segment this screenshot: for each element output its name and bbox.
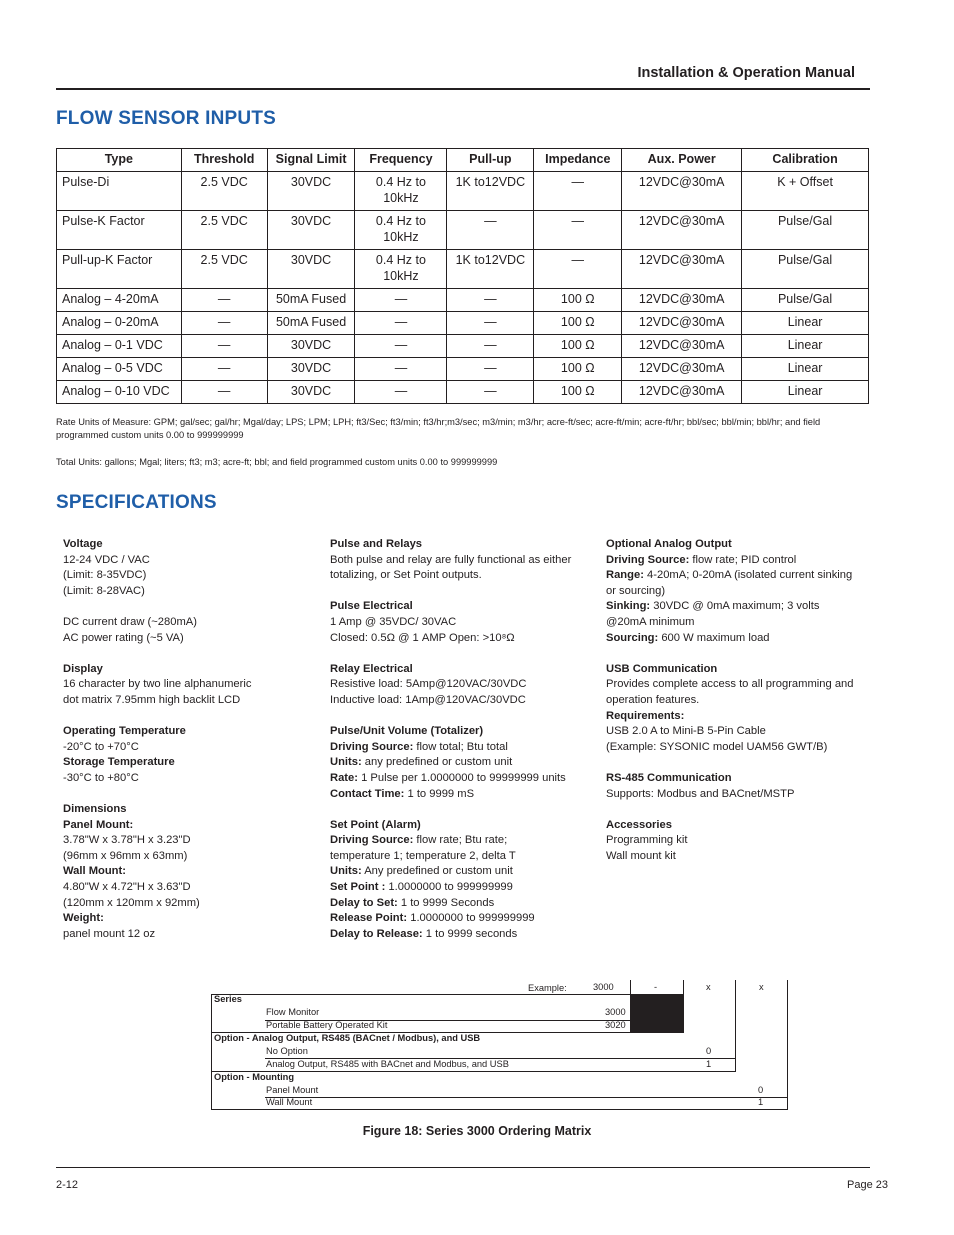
spec-kv: Units: any predefined or custom unit xyxy=(330,756,513,769)
table-cell: 1K to12VDC xyxy=(447,172,534,211)
spec-text: panel mount 12 oz xyxy=(63,927,156,940)
table-cell: — xyxy=(181,312,267,335)
column-header: Pull-up xyxy=(447,149,534,172)
table-cell: 100 Ω xyxy=(534,289,622,312)
spec-heading: Dimensions xyxy=(63,803,127,816)
spec-text: Closed: 0.5Ω @ 1 AMP Open: >10⁸Ω xyxy=(330,631,515,644)
spec-heading: Relay Electrical xyxy=(330,662,413,675)
table-cell: — xyxy=(534,250,622,289)
matrix-option-label: No Option xyxy=(266,1046,308,1056)
table-cell: 30VDC xyxy=(267,381,355,404)
page-number: Page 23 xyxy=(847,1179,888,1191)
spec-text: 3.78"W x 3.78"H x 3.23"D xyxy=(63,834,191,847)
spec-text: Both pulse and relay are fully functional as either xyxy=(330,553,572,566)
spec-kv: Units: Any predefined or custom unit xyxy=(330,865,513,878)
table-cell: Analog – 0-5 VDC xyxy=(57,358,182,381)
table-cell: — xyxy=(447,335,534,358)
table-cell: — xyxy=(447,211,534,250)
table-cell: Linear xyxy=(742,381,869,404)
manual-title: Installation & Operation Manual xyxy=(637,65,855,81)
column-header: Threshold xyxy=(181,149,267,172)
table-cell: 100 Ω xyxy=(534,335,622,358)
spec-heading: Pulse Electrical xyxy=(330,600,413,613)
figure-caption: Figure 18: Series 3000 Ordering Matrix xyxy=(362,1124,592,1138)
spec-kv: Delay to Set: 1 to 9999 Seconds xyxy=(330,896,495,909)
specs-section-title: SPECIFICATIONS xyxy=(56,492,217,513)
spec-text: 16 character by two line alphanumeric xyxy=(63,678,252,691)
spec-kv: Sourcing: 600 W maximum load xyxy=(606,631,770,644)
spec-heading: Requirements: xyxy=(606,709,685,722)
table-cell: 12VDC@30mA xyxy=(622,335,742,358)
table-cell: 100 Ω xyxy=(534,381,622,404)
table-cell: — xyxy=(534,172,622,211)
spec-heading: Set Point (Alarm) xyxy=(330,818,421,831)
matrix-option-code: 3000 xyxy=(605,1007,626,1017)
spec-heading: RS-485 Communication xyxy=(606,771,732,784)
spec-text: -20°C to +70°C xyxy=(63,740,139,753)
footer-rule xyxy=(56,1167,870,1168)
column-header: Type xyxy=(57,149,182,172)
spec-heading: Display xyxy=(63,662,103,675)
matrix-option-code: 0 xyxy=(706,1046,712,1056)
spec-text: (96mm x 96mm x 63mm) xyxy=(63,849,188,862)
table-cell: 0.4 Hz to 10kHz xyxy=(355,211,447,250)
spec-kv: Set Point : 1.0000000 to 999999999 xyxy=(330,881,513,894)
table-cell: 30VDC xyxy=(267,172,355,211)
table-cell: 2.5 VDC xyxy=(181,250,267,289)
matrix-option-code: 1 xyxy=(758,1097,764,1107)
table-row xyxy=(57,312,869,335)
matrix-rule xyxy=(211,994,212,1110)
table-cell: Pulse/Gal xyxy=(742,211,869,250)
table-cell: — xyxy=(447,358,534,381)
table-cell: Linear xyxy=(742,335,869,358)
matrix-option-code: 1 xyxy=(706,1059,712,1069)
matrix-example-label: Example: xyxy=(528,983,567,993)
spec-text: Supports: Modbus and BACnet/MSTP xyxy=(606,787,795,800)
matrix-rule xyxy=(683,980,684,1032)
table-row xyxy=(57,211,869,250)
spec-heading: USB Communication xyxy=(606,662,718,675)
spec-kv: Release Point: 1.0000000 to 999999999 xyxy=(330,912,535,925)
table-cell: — xyxy=(181,289,267,312)
column-header: Calibration xyxy=(742,149,869,172)
table-cell: 12VDC@30mA xyxy=(622,211,742,250)
spec-kv: Contact Time: 1 to 9999 mS xyxy=(330,787,475,800)
specs-column-2 xyxy=(330,537,595,958)
matrix-option-code: 0 xyxy=(758,1085,764,1095)
table-cell: 2.5 VDC xyxy=(181,211,267,250)
table-cell: 100 Ω xyxy=(534,312,622,335)
spec-heading: Weight: xyxy=(63,912,104,925)
table-cell: 12VDC@30mA xyxy=(622,289,742,312)
spec-heading: Optional Analog Output xyxy=(606,538,732,550)
table-cell: 12VDC@30mA xyxy=(622,358,742,381)
spec-text: Resistive load: 5Amp@120VAC/30VDC xyxy=(330,678,527,691)
table-cell: Analog – 4-20mA xyxy=(57,289,182,312)
matrix-rule xyxy=(630,980,631,994)
table-row xyxy=(57,172,869,211)
matrix-option-label: Flow Monitor xyxy=(266,1007,320,1017)
spec-text: @20mA minimum xyxy=(606,615,695,628)
matrix-rule xyxy=(265,1097,788,1098)
table-cell: 30VDC xyxy=(267,250,355,289)
spec-text: Wall mount kit xyxy=(606,849,676,862)
specs-column-3 xyxy=(606,537,868,880)
spec-heading: Accessories xyxy=(606,818,672,831)
table-cell: — xyxy=(181,381,267,404)
matrix-filler-block xyxy=(630,994,683,1032)
table-cell: Pulse-K Factor xyxy=(57,211,182,250)
table-cell: — xyxy=(534,211,622,250)
ordering-matrix xyxy=(211,980,788,1110)
spec-heading: Panel Mount: xyxy=(63,818,134,831)
table-cell: — xyxy=(447,312,534,335)
table-cell: 1K to12VDC xyxy=(447,250,534,289)
table-row xyxy=(57,335,869,358)
flow-sensor-table xyxy=(56,148,869,404)
matrix-option-label: Analog Output, RS485 with BACnet and Modbus, and USB xyxy=(266,1059,509,1069)
column-header: Impedance xyxy=(534,149,622,172)
table-cell: Analog – 0-10 VDC xyxy=(57,381,182,404)
spec-text: dot matrix 7.95mm high backlit LCD xyxy=(63,693,241,706)
table-row xyxy=(57,358,869,381)
table-cell: — xyxy=(355,289,447,312)
matrix-example-x1: x xyxy=(706,982,711,992)
table-cell: 100 Ω xyxy=(534,358,622,381)
matrix-section-mounting: Option - Mounting xyxy=(214,1072,295,1082)
table-cell: 30VDC xyxy=(267,335,355,358)
matrix-section-analog: Option - Analog Output, RS485 (BACnet / Modbus), and USB xyxy=(214,1033,481,1043)
spec-kv: Driving Source: flow rate; PID control xyxy=(606,553,797,566)
spec-text: DC current draw (~280mA) xyxy=(63,615,197,628)
spec-text: -30°C to +80°C xyxy=(63,771,139,784)
table-cell: Pulse-Di xyxy=(57,172,182,211)
table-cell: — xyxy=(355,358,447,381)
table-cell: Pulse/Gal xyxy=(742,250,869,289)
spec-kv: Driving Source: flow rate; Btu rate; xyxy=(330,834,508,847)
table-cell: — xyxy=(355,312,447,335)
table-row xyxy=(57,381,869,404)
spec-text: temperature 1; temperature 2, delta T xyxy=(330,849,516,862)
table-cell: Analog – 0-20mA xyxy=(57,312,182,335)
spec-text: (120mm x 120mm x 92mm) xyxy=(63,896,200,909)
spec-heading: Wall Mount: xyxy=(63,865,126,878)
spec-kv: Sinking: 30VDC @ 0mA maximum; 3 volts xyxy=(606,600,820,613)
table-cell: Pull-up-K Factor xyxy=(57,250,182,289)
spec-text: totalizing, or Set Point outputs. xyxy=(330,569,482,582)
column-header: Frequency xyxy=(355,149,447,172)
rate-units-note: Rate Units of Measure: GPM; gal/sec; gal/hr; Mgal/day; LPS; LPM; LPH; ft3/Sec; ft3/min; ft3/hr;m3/sec; m3/min; m3/hr; acre-ft/sec; acre-ft/min; acre-ft/hr; bbl/sec; bbl/min; bbl/hr; and field programmed custom units 0.00 to 999999999 xyxy=(56,417,821,440)
table-cell: 2.5 VDC xyxy=(181,172,267,211)
table-cell: Linear xyxy=(742,312,869,335)
table-cell: Linear xyxy=(742,358,869,381)
total-units-note: Total Units: gallons; Mgal; liters; ft3; m3; acre-ft; bbl; and field programmed custom units 0.00 to 999999999 xyxy=(56,457,498,467)
table-cell: Analog – 0-1 VDC xyxy=(57,335,182,358)
table-cell: 0.4 Hz to 10kHz xyxy=(355,250,447,289)
table-cell: — xyxy=(355,381,447,404)
spec-kv: Rate: 1 Pulse per 1.0000000 to 99999999 units xyxy=(330,771,566,784)
specs-column-1 xyxy=(63,537,318,958)
matrix-example-series: 3000 xyxy=(593,982,614,992)
table-cell: K + Offset xyxy=(742,172,869,211)
matrix-rule xyxy=(211,994,684,995)
spec-text: or sourcing) xyxy=(606,584,666,597)
matrix-example-dash: - xyxy=(654,982,658,992)
spec-text: (Limit: 8-28VAC) xyxy=(63,584,145,597)
spec-text: 4.80"W x 4.72"H x 3.63"D xyxy=(63,881,191,894)
table-cell: 50mA Fused xyxy=(267,289,355,312)
table-cell: 12VDC@30mA xyxy=(622,172,742,211)
matrix-rule xyxy=(787,980,788,1110)
spec-text: AC power rating (~5 VA) xyxy=(63,631,184,644)
table-cell: 0.4 Hz to 10kHz xyxy=(355,172,447,211)
spec-heading: Operating Temperature xyxy=(63,725,186,738)
table-cell: 12VDC@30mA xyxy=(622,312,742,335)
table-cell: — xyxy=(447,381,534,404)
spec-text: operation features. xyxy=(606,693,700,706)
matrix-example-x2: x xyxy=(759,982,764,992)
table-row xyxy=(57,250,869,289)
matrix-option-code: 3020 xyxy=(605,1020,626,1030)
spec-heading: Pulse/Unit Volume (Totalizer) xyxy=(330,725,484,738)
table-cell: 30VDC xyxy=(267,211,355,250)
matrix-option-label: Panel Mount xyxy=(266,1085,319,1095)
column-header: Signal Limit xyxy=(267,149,355,172)
spec-text: 12-24 VDC / VAC xyxy=(63,553,150,566)
spec-kv: Range: 4-20mA; 0-20mA (isolated current sinking xyxy=(606,569,853,582)
spec-text: USB 2.0 A to Mini-B 5-Pin Cable xyxy=(606,725,766,738)
spec-text: (Limit: 8-35VDC) xyxy=(63,569,147,582)
spec-text: Provides complete access to all programming and xyxy=(606,678,854,691)
table-cell: — xyxy=(181,335,267,358)
header-rule xyxy=(56,88,870,90)
spec-text: Programming kit xyxy=(606,834,688,847)
spec-text: Inductive load: 1Amp@120VAC/30VDC xyxy=(330,693,526,706)
spec-heading: Pulse and Relays xyxy=(330,538,423,550)
table-cell: Pulse/Gal xyxy=(742,289,869,312)
section-page-number: 2-12 xyxy=(56,1179,79,1191)
table-cell: — xyxy=(355,335,447,358)
matrix-section-series: Series xyxy=(214,994,242,1004)
matrix-option-label: Wall Mount xyxy=(266,1097,313,1107)
table-cell: 12VDC@30mA xyxy=(622,250,742,289)
matrix-option-label: Portable Battery Operated Kit xyxy=(266,1020,388,1030)
table-cell: 50mA Fused xyxy=(267,312,355,335)
spec-kv: Driving Source: flow total; Btu total xyxy=(330,740,508,753)
table-header-row xyxy=(57,149,869,172)
table-cell: — xyxy=(181,358,267,381)
table-row xyxy=(57,289,869,312)
spec-heading: Storage Temperature xyxy=(63,756,175,769)
matrix-rule xyxy=(211,1109,788,1110)
column-header: Aux. Power xyxy=(622,149,742,172)
table-cell: 12VDC@30mA xyxy=(622,381,742,404)
flow-section-title: FLOW SENSOR INPUTS xyxy=(56,108,276,129)
table-cell: 30VDC xyxy=(267,358,355,381)
spec-heading: Voltage xyxy=(63,538,103,550)
spec-text: (Example: SYSONIC model UAM56 GWT/B) xyxy=(606,740,828,753)
table-cell: — xyxy=(447,289,534,312)
spec-text: 1 Amp @ 35VDC/ 30VAC xyxy=(330,615,457,628)
spec-kv: Delay to Release: 1 to 9999 seconds xyxy=(330,927,518,940)
